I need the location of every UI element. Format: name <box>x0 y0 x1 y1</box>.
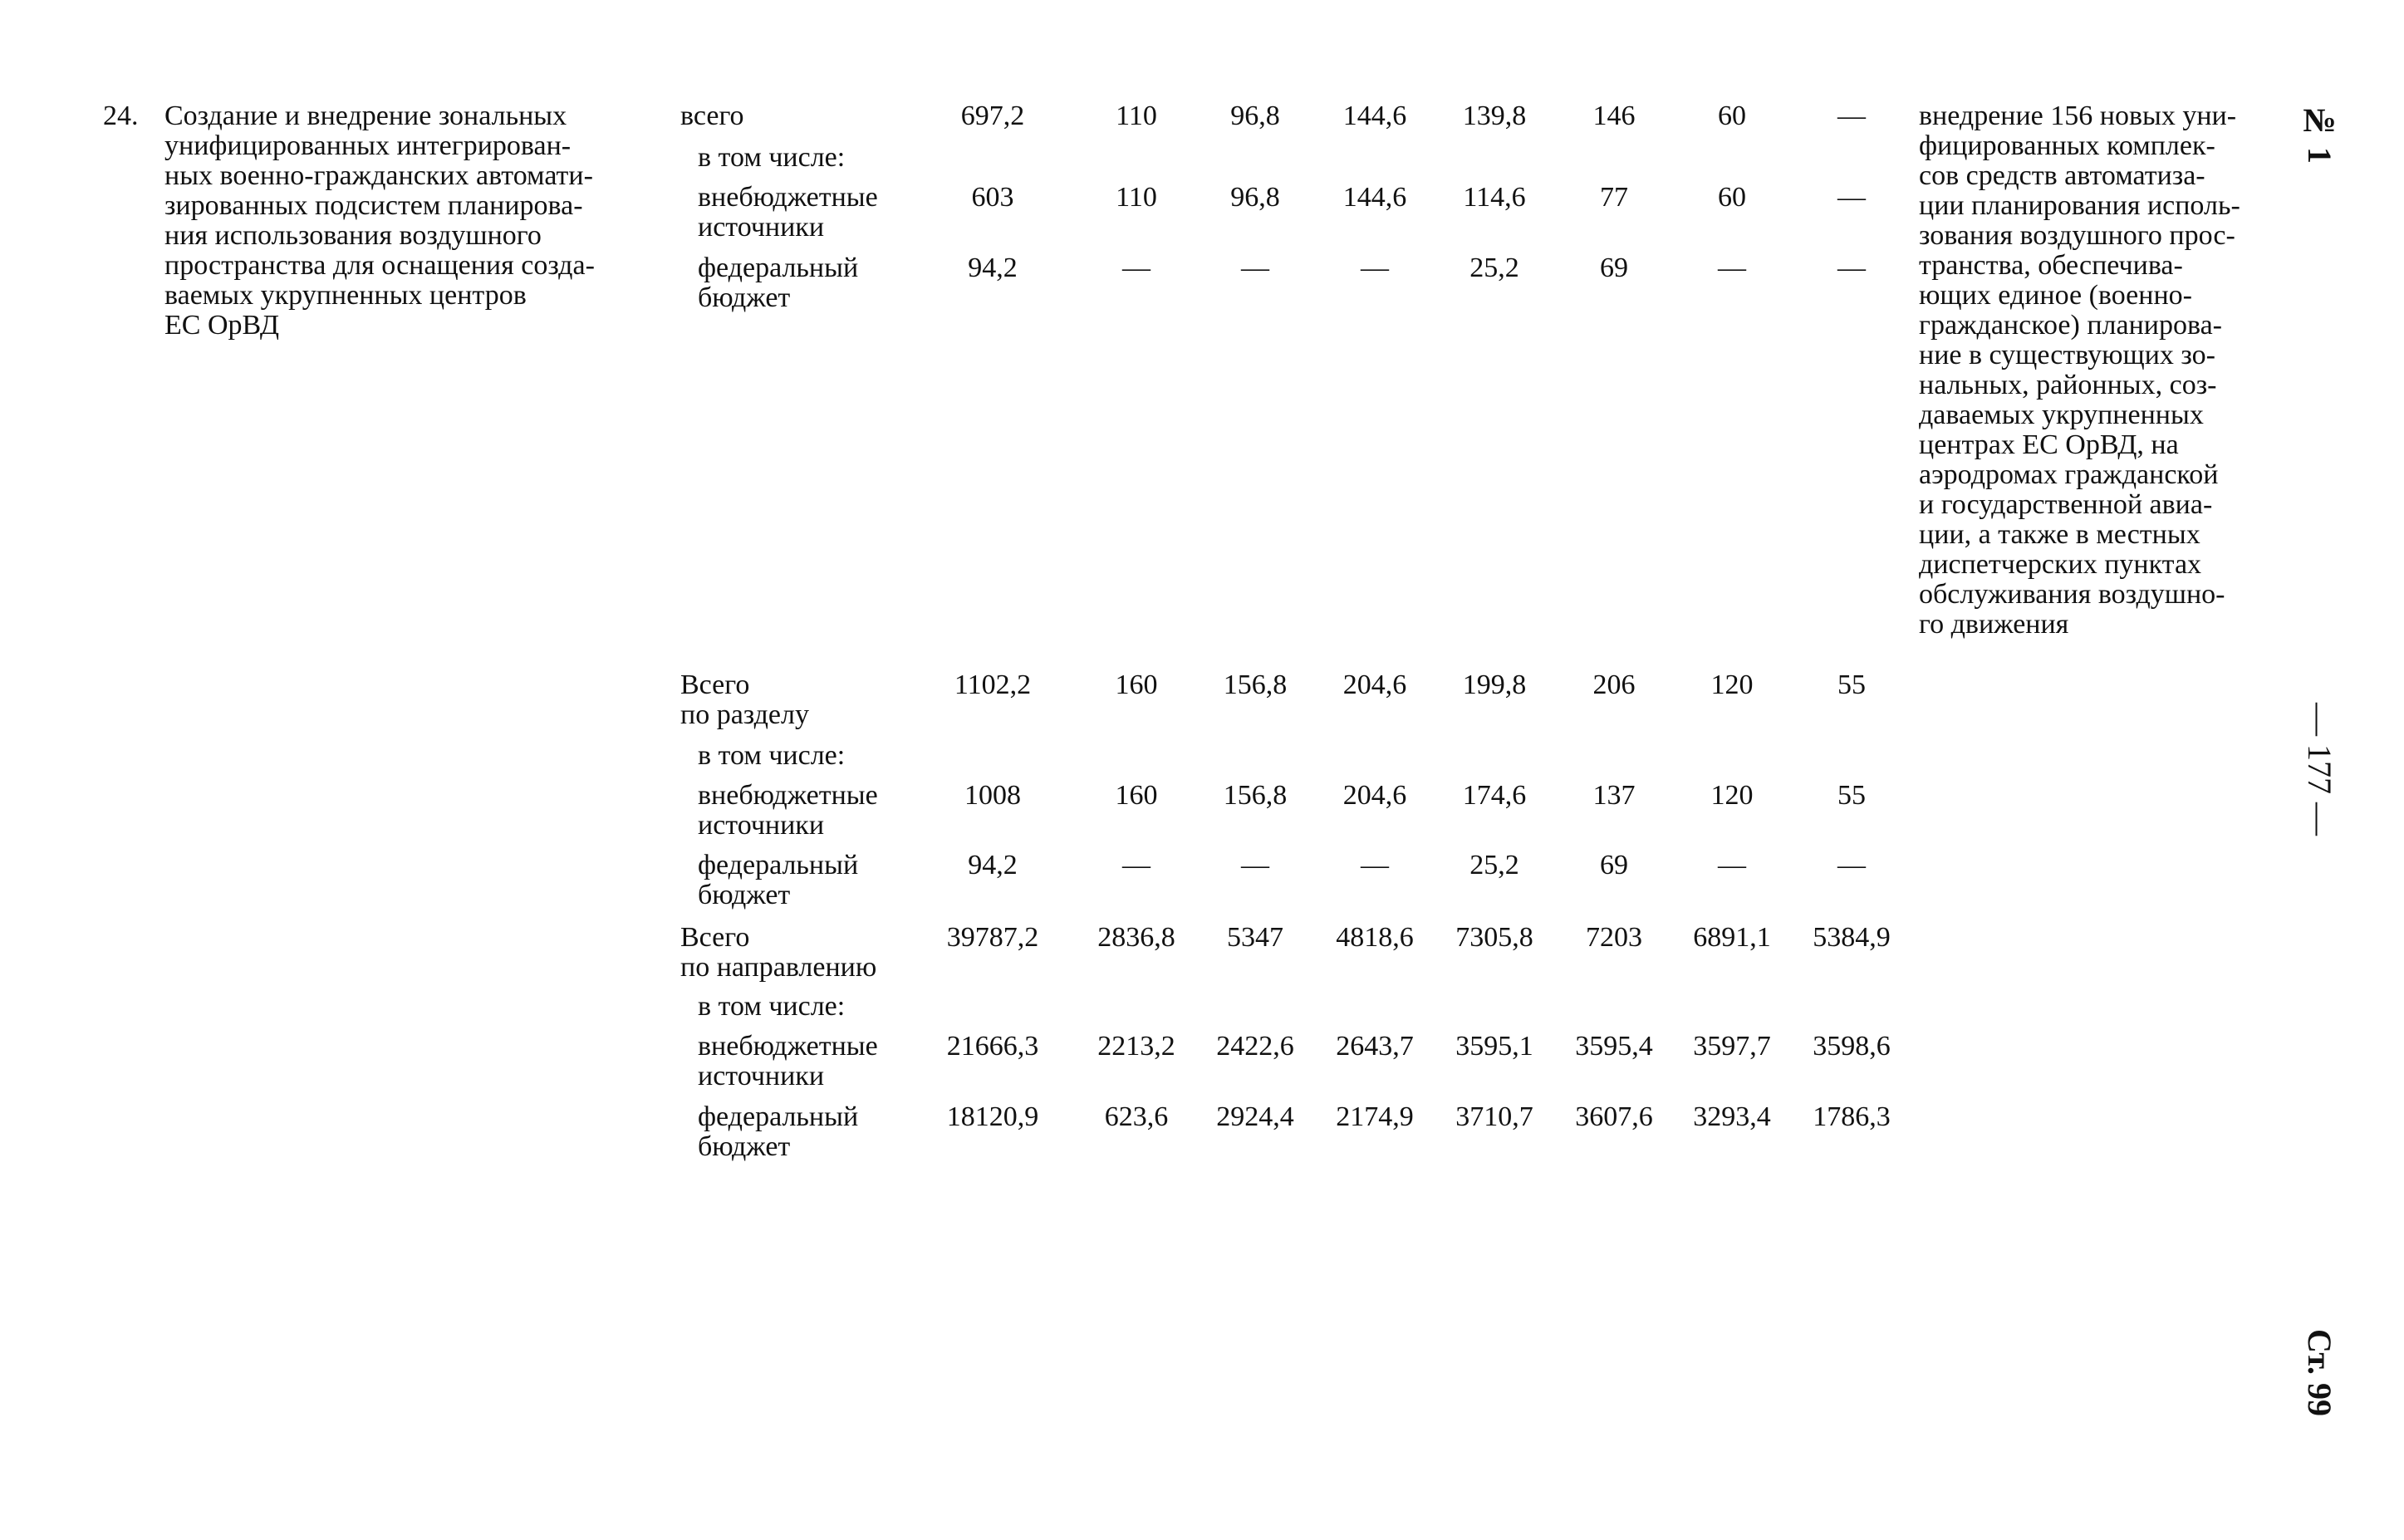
issue-number: № 1 <box>2301 101 2338 164</box>
row-label-including: в том числе: <box>698 142 846 173</box>
label-line: по разделу <box>680 699 809 730</box>
table-cell: — <box>1837 101 1866 131</box>
table-cell: 110 <box>1116 182 1157 213</box>
table-cell: 25,2 <box>1469 850 1519 880</box>
row-label-offbudget <box>698 781 878 841</box>
table-cell: 96,8 <box>1230 101 1280 131</box>
table-cell: 55 <box>1837 669 1866 700</box>
item-title-line: ния использования воздушного <box>164 220 542 251</box>
table-cell: 1008 <box>964 780 1021 811</box>
label-line: федеральный <box>698 1101 859 1132</box>
item-title-line: ваемых укрупненных центров <box>164 280 527 311</box>
label-line: федеральный <box>698 850 859 880</box>
table-cell: — <box>1241 253 1269 283</box>
result-line: гражданское) планирова- <box>1919 310 2222 341</box>
article-number: Ст. 99 <box>2301 1329 2338 1416</box>
row-label-offbudget <box>698 1032 878 1091</box>
result-line: ции, а также в местных <box>1919 519 2200 550</box>
result-line: и государственной авиа- <box>1919 489 2213 520</box>
table-cell: 114,6 <box>1463 182 1526 213</box>
row-label-federal <box>698 851 858 910</box>
label-line: источники <box>698 212 825 243</box>
table-cell: 25,2 <box>1469 253 1519 283</box>
table-cell: 2836,8 <box>1097 922 1175 953</box>
result-line: зования воздушного прос- <box>1919 220 2235 251</box>
table-cell: 7203 <box>1586 922 1642 953</box>
table-cell: — <box>1837 253 1866 283</box>
label-line: внебюджетные <box>698 780 878 811</box>
table-cell: — <box>1837 182 1866 213</box>
item-title <box>164 101 648 341</box>
label-line: внебюджетные <box>698 1031 878 1062</box>
row-label-total: всего <box>680 101 744 131</box>
table-cell: 39787,2 <box>946 922 1039 953</box>
result-line: центрах ЕС ОрВД, на <box>1919 429 2179 460</box>
table-cell: 139,8 <box>1462 101 1527 131</box>
table-cell: 204,6 <box>1342 780 1407 811</box>
table-cell: 1786,3 <box>1813 1101 1891 1132</box>
table-cell: 6891,1 <box>1693 922 1771 953</box>
result-line: ние в существующих зо- <box>1919 340 2215 370</box>
result-line: даваемых укрупненных <box>1919 400 2204 430</box>
result-line: нальных, районных, соз- <box>1919 370 2217 400</box>
table-cell: 120 <box>1710 669 1754 700</box>
table-cell: 18120,9 <box>946 1101 1039 1132</box>
row-label-including: в том числе: <box>698 991 846 1022</box>
table-cell: 1102,2 <box>954 669 1032 700</box>
table-cell: — <box>1122 850 1150 880</box>
table-cell: 94,2 <box>968 253 1018 283</box>
table-cell: 137 <box>1592 780 1636 811</box>
label-line: Всего <box>680 669 750 700</box>
table-cell: 2174,9 <box>1336 1101 1414 1132</box>
label-line: по направлению <box>680 952 877 983</box>
result-line: ющих единое (военно- <box>1919 280 2192 311</box>
row-label-federal <box>698 253 858 313</box>
table-cell: 5384,9 <box>1813 922 1891 953</box>
item-title-line: Создание и внедрение зональных <box>164 101 567 131</box>
table-cell: 160 <box>1115 669 1158 700</box>
table-cell: 3597,7 <box>1693 1031 1771 1062</box>
label-line: источники <box>698 810 825 841</box>
result-line: транства, обеспечива- <box>1919 250 2183 281</box>
table-cell: 2924,4 <box>1216 1101 1294 1132</box>
table-cell: 69 <box>1600 253 1628 283</box>
table-cell: 55 <box>1837 780 1866 811</box>
table-cell: 3595,4 <box>1575 1031 1653 1062</box>
table-cell: 204,6 <box>1342 669 1407 700</box>
result-line: внедрение 156 новых уни- <box>1919 101 2237 131</box>
table-cell: 199,8 <box>1462 669 1527 700</box>
table-cell: 3607,6 <box>1575 1101 1653 1132</box>
result-line: обслуживания воздушно- <box>1919 579 2225 610</box>
label-line: источники <box>698 1061 825 1091</box>
table-cell: 60 <box>1718 182 1746 213</box>
table-cell: 5347 <box>1227 922 1283 953</box>
table-cell: 144,6 <box>1342 182 1407 213</box>
item-title-line: унифицированных интегрирован- <box>164 130 572 161</box>
table-cell: — <box>1361 850 1389 880</box>
row-label-federal <box>698 1102 858 1162</box>
table-cell: 623,6 <box>1104 1101 1169 1132</box>
table-cell: 2643,7 <box>1336 1031 1414 1062</box>
table-cell: 603 <box>971 182 1014 213</box>
label-line: федеральный <box>698 253 859 283</box>
label-line: Всего <box>680 922 750 953</box>
label-line: бюджет <box>698 282 791 313</box>
table-cell: 110 <box>1116 101 1157 131</box>
result-line: диспетчерских пунктах <box>1919 549 2202 580</box>
row-label-including: в том числе: <box>698 740 846 771</box>
result-line: сов средств автоматиза- <box>1919 160 2205 191</box>
table-cell: 94,2 <box>968 850 1018 880</box>
row-label-direction-total <box>680 923 876 983</box>
table-cell: 96,8 <box>1230 182 1280 213</box>
table-cell: 7305,8 <box>1455 922 1533 953</box>
result-line: аэродромах гражданской <box>1919 459 2219 490</box>
table-cell: 697,2 <box>960 101 1025 131</box>
table-cell: 146 <box>1592 101 1636 131</box>
label-line: бюджет <box>698 880 791 910</box>
table-cell: — <box>1241 850 1269 880</box>
item-title-line: ных военно-гражданских автомати- <box>164 160 593 191</box>
table-cell: 60 <box>1718 101 1746 131</box>
item-title-line: ЕС ОрВД <box>164 310 280 341</box>
item-title-line: пространства для оснащения созда- <box>164 250 595 281</box>
table-cell: 77 <box>1600 182 1628 213</box>
table-cell: 3293,4 <box>1693 1101 1771 1132</box>
row-label-offbudget <box>698 183 878 243</box>
table-cell: 2422,6 <box>1216 1031 1294 1062</box>
item-title-line: зированных подсистем планирова- <box>164 190 583 221</box>
table-cell: 156,8 <box>1223 669 1288 700</box>
table-cell: — <box>1718 253 1746 283</box>
table-cell: — <box>1122 253 1150 283</box>
label-line: бюджет <box>698 1131 791 1162</box>
page-number: — 177 — <box>2301 703 2338 836</box>
table-cell: 160 <box>1115 780 1158 811</box>
table-cell: — <box>1837 850 1866 880</box>
table-cell: 4818,6 <box>1336 922 1414 953</box>
table-cell: — <box>1361 253 1389 283</box>
table-cell: 2213,2 <box>1097 1031 1175 1062</box>
table-cell: — <box>1718 850 1746 880</box>
table-cell: 174,6 <box>1462 780 1527 811</box>
table-cell: 144,6 <box>1342 101 1407 131</box>
row-label-section-total <box>680 670 809 730</box>
table-cell: 3598,6 <box>1813 1031 1891 1062</box>
table-cell: 206 <box>1592 669 1636 700</box>
table-cell: 120 <box>1710 780 1754 811</box>
table-cell: 21666,3 <box>946 1031 1039 1062</box>
table-cell: 69 <box>1600 850 1628 880</box>
expected-result <box>1919 101 2274 640</box>
table-cell: 3595,1 <box>1455 1031 1533 1062</box>
result-line: ции планирования исполь- <box>1919 190 2240 221</box>
label-line: внебюджетные <box>698 182 878 213</box>
table-cell: 3710,7 <box>1455 1101 1533 1132</box>
result-line: го движения <box>1919 609 2069 640</box>
result-line: фицированных комплек- <box>1919 130 2215 161</box>
table-cell: 156,8 <box>1223 780 1288 811</box>
item-number: 24. <box>103 101 139 131</box>
